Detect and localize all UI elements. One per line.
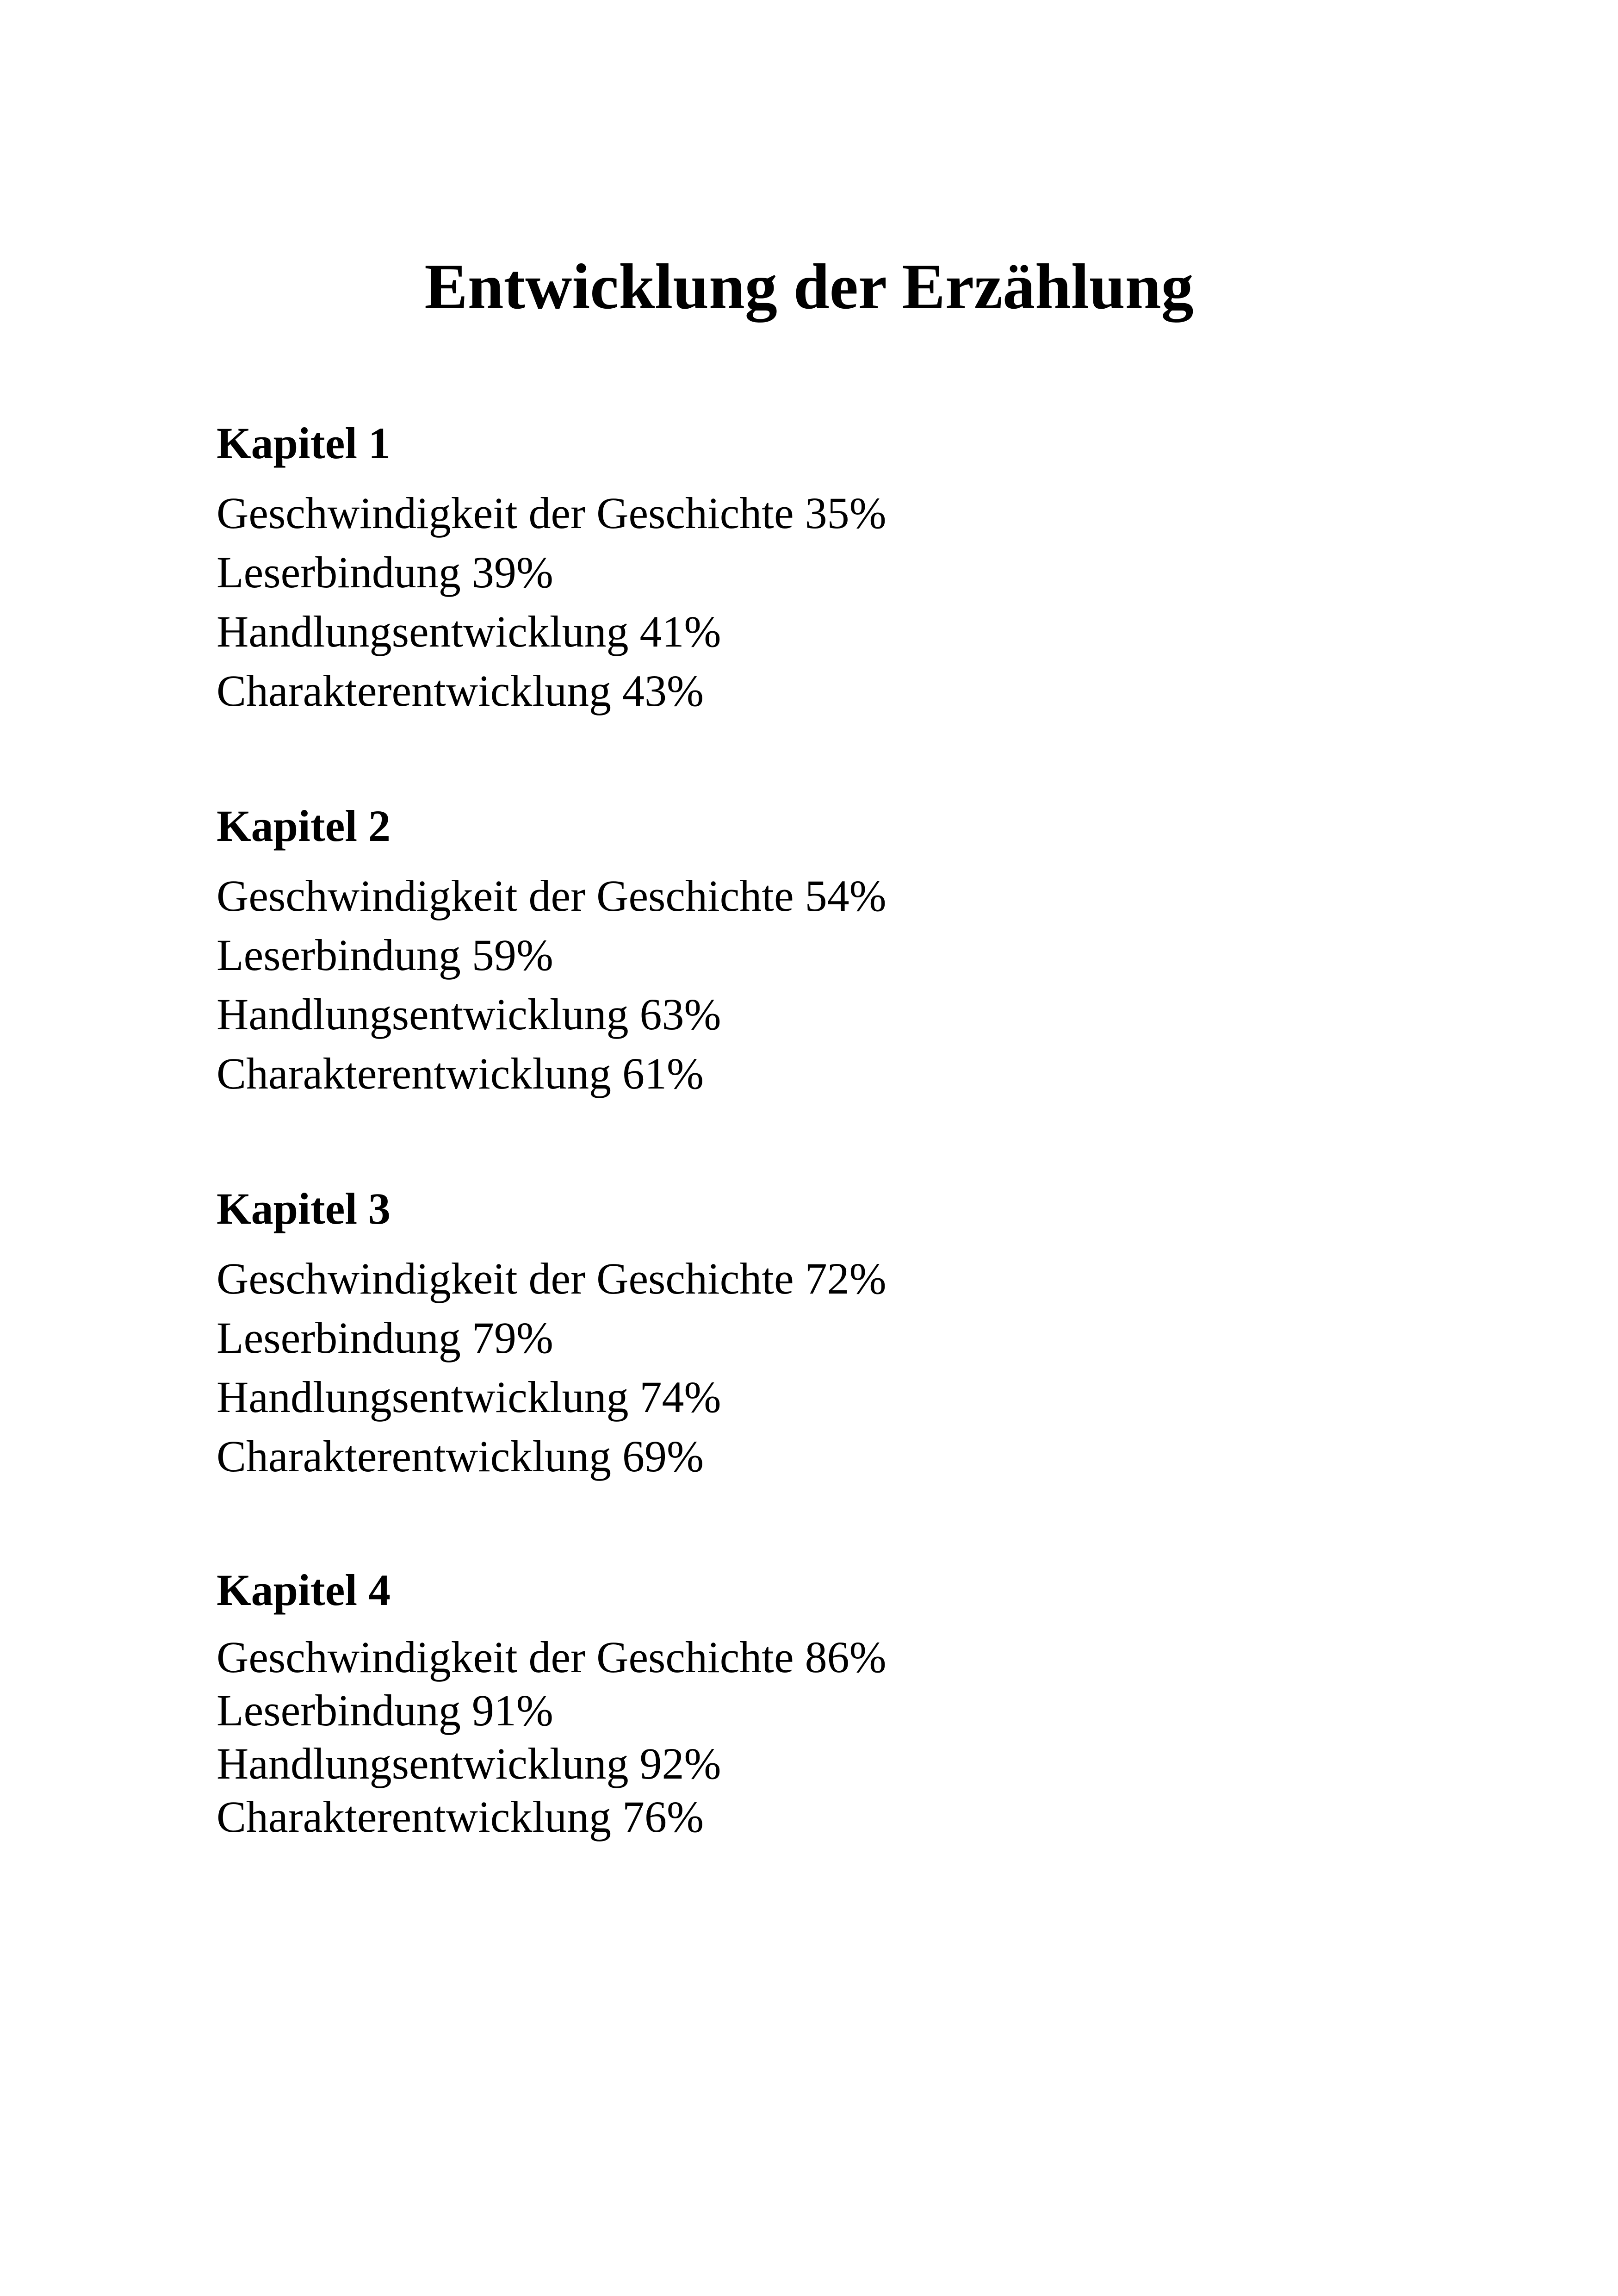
metric-story-speed bbox=[217, 866, 1466, 926]
metric-character-development bbox=[217, 1790, 1466, 1843]
metric-label: Handlungsentwicklung bbox=[217, 989, 629, 1039]
metric-list bbox=[217, 1249, 1466, 1486]
chapter-section-1 bbox=[217, 417, 1466, 721]
page-title: Entwicklung der Erzählung bbox=[424, 251, 1194, 323]
metric-label: Geschwindigkeit der Geschichte bbox=[217, 488, 794, 538]
chapter-heading: Kapitel 2 bbox=[217, 801, 391, 851]
metric-plot-development bbox=[217, 1737, 1466, 1790]
chapter-heading: Kapitel 3 bbox=[217, 1184, 391, 1233]
metric-list bbox=[217, 484, 1466, 721]
metric-value: 91% bbox=[471, 1686, 553, 1735]
metric-value: 86% bbox=[805, 1632, 886, 1682]
metric-label: Geschwindigkeit der Geschichte bbox=[217, 1254, 794, 1303]
metric-plot-development bbox=[217, 1368, 1466, 1427]
metric-label: Charakterentwicklung bbox=[217, 1049, 612, 1098]
metric-label: Leserbindung bbox=[217, 1313, 461, 1363]
metric-reader-engagement bbox=[217, 543, 1466, 602]
metric-list bbox=[217, 866, 1466, 1103]
metric-value: 72% bbox=[805, 1254, 886, 1303]
metric-story-speed bbox=[217, 484, 1466, 543]
metric-label: Leserbindung bbox=[217, 930, 461, 980]
metric-plot-development bbox=[217, 602, 1466, 661]
metric-story-speed bbox=[217, 1249, 1466, 1308]
metric-value: 43% bbox=[622, 666, 704, 716]
metric-label: Leserbindung bbox=[217, 548, 461, 597]
metric-label: Charakterentwicklung bbox=[217, 1792, 612, 1842]
metric-value: 61% bbox=[622, 1049, 704, 1098]
metric-character-development bbox=[217, 1044, 1466, 1103]
metric-value: 74% bbox=[639, 1372, 721, 1422]
metric-reader-engagement bbox=[217, 926, 1466, 985]
metric-value: 79% bbox=[471, 1313, 553, 1363]
metric-value: 41% bbox=[639, 607, 721, 656]
metric-value: 54% bbox=[805, 871, 886, 921]
metric-label: Geschwindigkeit der Geschichte bbox=[217, 871, 794, 921]
metric-reader-engagement bbox=[217, 1308, 1466, 1368]
metric-story-speed bbox=[217, 1630, 1466, 1684]
metric-character-development bbox=[217, 661, 1466, 721]
metric-plot-development bbox=[217, 985, 1466, 1044]
metric-list bbox=[217, 1630, 1466, 1843]
metric-label: Handlungsentwicklung bbox=[217, 1372, 629, 1422]
metric-value: 92% bbox=[639, 1739, 721, 1788]
chapter-heading: Kapitel 1 bbox=[217, 418, 391, 468]
metric-label: Handlungsentwicklung bbox=[217, 607, 629, 656]
chapter-heading: Kapitel 4 bbox=[217, 1565, 391, 1615]
metric-label: Charakterentwicklung bbox=[217, 666, 612, 716]
metric-value: 59% bbox=[471, 930, 553, 980]
chapter-section-2 bbox=[217, 799, 1466, 1103]
metric-character-development bbox=[217, 1427, 1466, 1486]
metric-reader-engagement bbox=[217, 1684, 1466, 1737]
metric-value: 63% bbox=[639, 989, 721, 1039]
metric-label: Charakterentwicklung bbox=[217, 1431, 612, 1481]
chapter-section-4 bbox=[217, 1563, 1466, 1843]
metric-label: Leserbindung bbox=[217, 1686, 461, 1735]
chapter-section-3 bbox=[217, 1182, 1466, 1486]
metric-value: 76% bbox=[622, 1792, 704, 1842]
metric-value: 69% bbox=[622, 1431, 704, 1481]
metric-label: Handlungsentwicklung bbox=[217, 1739, 629, 1788]
metric-value: 39% bbox=[471, 548, 553, 597]
metric-value: 35% bbox=[805, 488, 886, 538]
metric-label: Geschwindigkeit der Geschichte bbox=[217, 1632, 794, 1682]
